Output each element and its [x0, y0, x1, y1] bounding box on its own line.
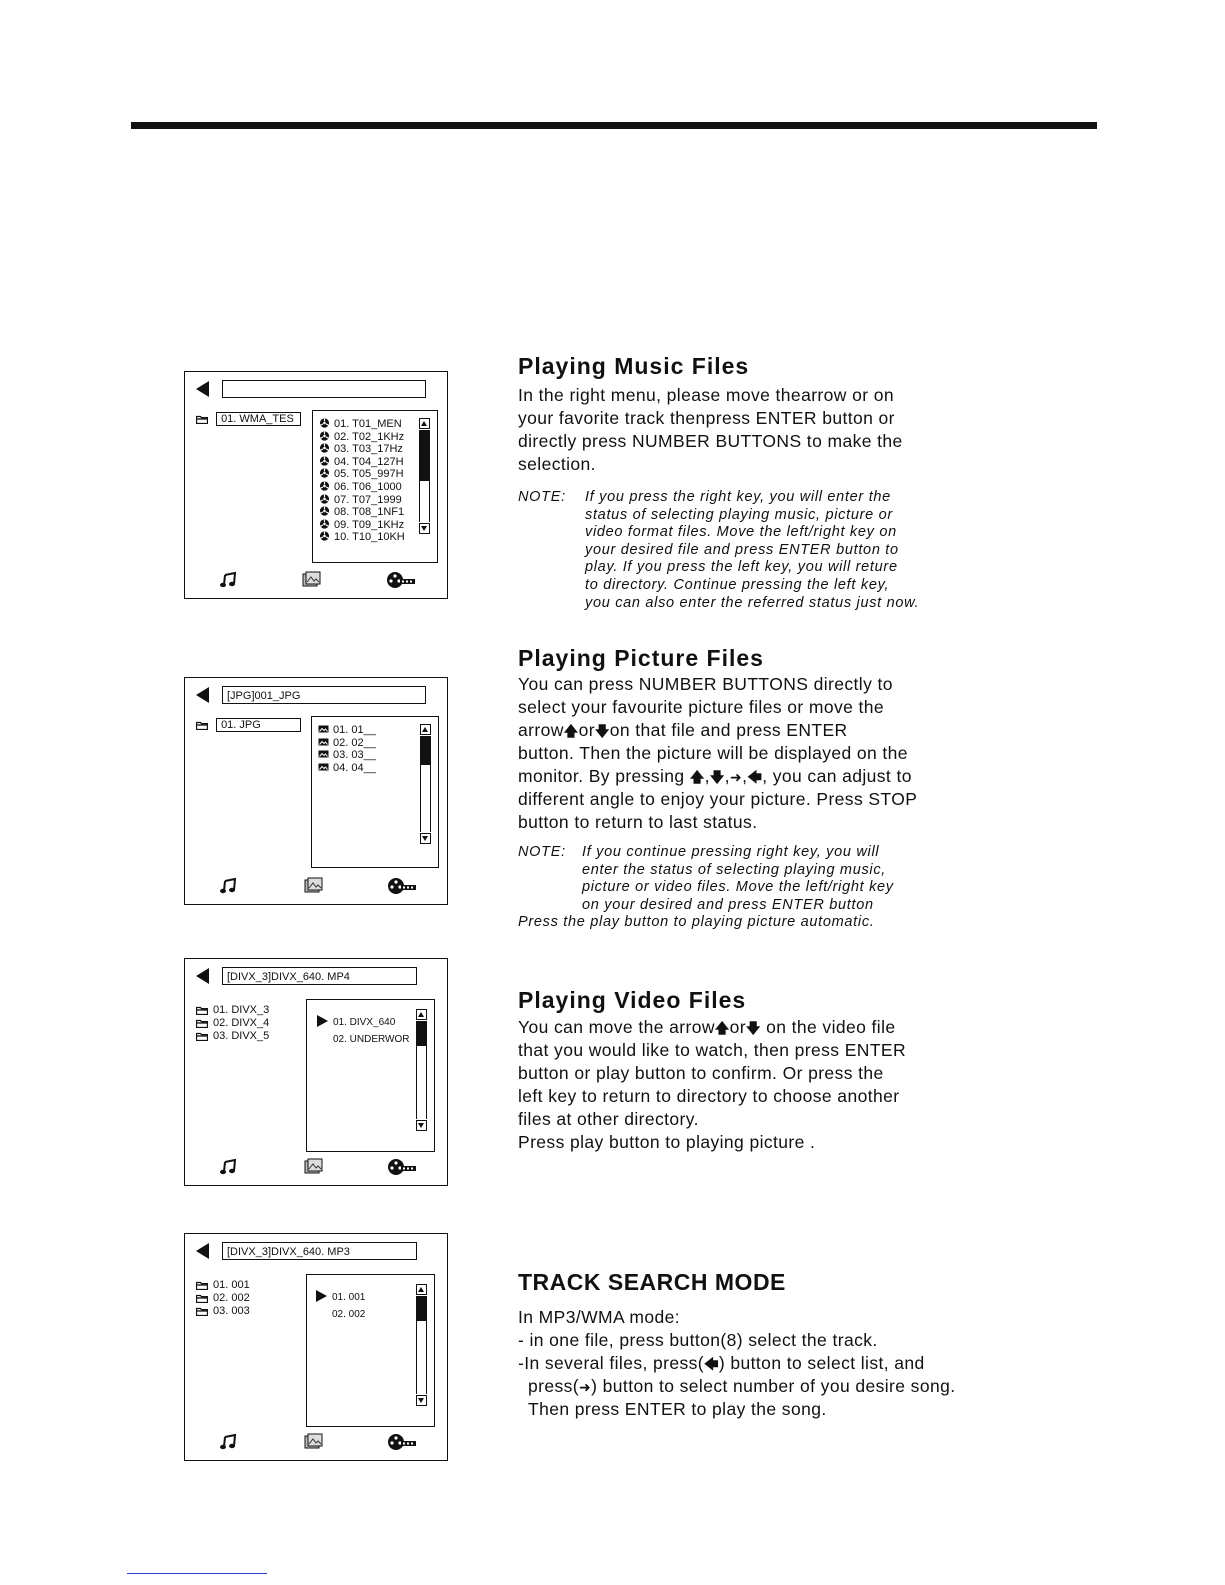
body-line: button or play button to confirm. Or press the	[518, 1063, 884, 1083]
folder-row[interactable]	[196, 412, 301, 426]
scroll-thumb[interactable]	[420, 430, 429, 481]
body-line	[518, 719, 917, 742]
body-line: - in one file, press button(8) select the track.	[518, 1330, 878, 1350]
note-label: NOTE:	[518, 844, 566, 860]
body-line: directly press NUMBER BUTTONS to make the	[518, 431, 903, 451]
photo-icon[interactable]	[301, 571, 321, 594]
audio-file-icon	[319, 506, 330, 516]
text-span: ) button to select list, and	[718, 1353, 925, 1373]
text-span: on the video file	[760, 1017, 896, 1037]
folder-name: 01. JPG	[216, 718, 301, 732]
back-arrow-icon[interactable]	[196, 968, 209, 984]
file-list-item[interactable]	[319, 456, 405, 469]
file-name: 04. T04_127H	[334, 455, 404, 468]
file-name: 10. T10_10KH	[334, 531, 405, 544]
audio-file-icon	[319, 443, 330, 453]
right-arrow-icon: ➜	[729, 769, 743, 785]
file-list-item[interactable]	[319, 468, 405, 481]
file-list	[319, 418, 405, 544]
media-type-bar	[185, 1433, 447, 1453]
photo-icon[interactable]	[303, 877, 323, 900]
image-file-icon	[318, 749, 329, 759]
video-screen-mockup	[184, 958, 448, 1186]
body-line: your favorite track thenpress ENTER button or	[518, 408, 895, 428]
text-span: You can move the arrow	[518, 1017, 715, 1037]
photo-icon[interactable]	[303, 1158, 323, 1181]
file-name: 07. T07_1999	[334, 493, 402, 506]
music-screen-mockup	[184, 371, 448, 599]
play-cursor-icon	[317, 1015, 328, 1027]
file-list-panel	[312, 410, 438, 563]
file-name: 01. 01__	[333, 724, 376, 736]
path-field: [JPG]001_JPG	[222, 686, 426, 704]
path-field	[222, 380, 426, 398]
music-note-icon[interactable]	[219, 571, 239, 594]
section-heading-picture: Playing Picture Files	[518, 645, 764, 671]
picture-body	[518, 673, 917, 834]
note-line: video format files. Move the left/right key on	[585, 524, 897, 541]
file-list-item[interactable]	[333, 1031, 410, 1048]
text-span: -In several files, press(	[518, 1353, 705, 1373]
text-span: or	[729, 1017, 747, 1037]
folder-row[interactable]	[196, 1305, 250, 1318]
track-search-body	[518, 1306, 955, 1421]
right-arrow-icon: ➜	[579, 1379, 592, 1395]
file-list-item[interactable]	[319, 431, 405, 444]
down-arrow-icon: 🡇	[709, 769, 725, 785]
body-line: You can press NUMBER BUTTONS directly to	[518, 674, 893, 694]
path-field: [DIVX_3]DIVX_640. MP3	[222, 1242, 417, 1260]
film-reel-icon[interactable]	[387, 1433, 417, 1456]
music-note-icon[interactable]	[219, 1433, 239, 1456]
body-line: select your favourite picture files or move the	[518, 697, 885, 717]
file-list	[332, 1289, 365, 1323]
body-line: button. Then the picture will be displayed on the	[518, 743, 908, 763]
media-type-bar	[185, 877, 447, 897]
folder-row[interactable]	[196, 718, 301, 732]
music-body	[518, 384, 903, 476]
folder-row[interactable]	[196, 1017, 269, 1030]
scrollbar[interactable]	[416, 1009, 426, 1131]
folder-name: 03. 003	[213, 1305, 250, 1317]
section-heading-music: Playing Music Files	[518, 353, 750, 379]
down-arrow-icon: 🡇	[746, 1020, 761, 1036]
file-list-item[interactable]	[319, 506, 405, 519]
folder-icon	[196, 1307, 208, 1316]
play-cursor-icon	[316, 1290, 327, 1302]
back-arrow-icon[interactable]	[196, 1243, 209, 1259]
note-line: Press the play button to playing picture automatic.	[518, 914, 875, 931]
section-heading-video: Playing Video Files	[518, 987, 747, 1013]
scroll-thumb[interactable]	[417, 1021, 426, 1046]
scrollbar[interactable]	[420, 724, 430, 844]
body-line	[518, 1352, 955, 1375]
body-line: Then press ENTER to play the song.	[528, 1399, 827, 1419]
scroll-track[interactable]	[416, 1021, 427, 1119]
scroll-down-icon[interactable]	[416, 1395, 427, 1406]
music-note-icon[interactable]	[219, 877, 239, 900]
left-arrow-icon: 🡄	[747, 769, 763, 785]
audio-file-icon	[319, 431, 330, 441]
folder-row[interactable]	[196, 1292, 250, 1305]
scroll-down-icon[interactable]	[416, 1120, 427, 1131]
file-list-panel	[306, 1274, 435, 1427]
file-name: 03. T03_17Hz	[334, 443, 403, 456]
folder-name: 03. DIVX_5	[213, 1030, 270, 1042]
file-list-item[interactable]	[319, 443, 405, 456]
body-line: button to return to last status.	[518, 812, 758, 832]
audio-file-icon	[319, 531, 330, 541]
body-line	[518, 1016, 906, 1039]
folder-name: 02. DIVX_4	[213, 1017, 270, 1029]
file-name: 03. 03__	[333, 749, 376, 762]
audio-file-icon	[319, 456, 330, 466]
file-name: 09. T09_1KHz	[334, 518, 405, 531]
scroll-up-icon[interactable]	[420, 724, 431, 735]
footer-link-underline	[127, 1573, 267, 1574]
note-line: If you press the right key, you will enter the	[585, 489, 891, 505]
back-arrow-icon[interactable]	[196, 381, 209, 397]
text-span: press(	[528, 1376, 580, 1396]
folder-name: 01. DIVX_3	[213, 1004, 270, 1016]
text-span: ) button to select number of you desire song.	[591, 1376, 956, 1396]
folder-icon	[196, 1281, 208, 1290]
body-line	[518, 1375, 955, 1398]
up-arrow-icon: 🡅	[689, 769, 705, 785]
body-line: different angle to enjoy your picture. Press STOP	[518, 789, 918, 809]
file-list-item[interactable]	[332, 1306, 365, 1323]
note-line: status of selecting playing music, picture or	[585, 506, 893, 523]
file-list-item[interactable]	[332, 1289, 365, 1306]
up-arrow-icon: 🡅	[714, 1020, 730, 1036]
text-span: monitor. By pressing	[518, 766, 685, 786]
file-name: 02. 002	[332, 1309, 366, 1320]
file-list-item[interactable]	[318, 762, 376, 775]
media-type-bar	[185, 571, 447, 591]
folder-name: 01. 001	[213, 1279, 250, 1291]
file-list-item[interactable]	[319, 519, 405, 532]
file-list-item[interactable]	[319, 531, 405, 544]
file-list-item[interactable]	[318, 749, 376, 762]
folder-icon	[196, 1006, 208, 1015]
scrollbar[interactable]	[419, 418, 429, 534]
file-list	[333, 1014, 410, 1048]
note-line: picture or video files. Move the left/right key	[582, 879, 894, 896]
note-label: NOTE:	[518, 489, 566, 505]
file-list	[318, 724, 376, 774]
film-reel-icon[interactable]	[387, 1158, 417, 1181]
file-name: 02. 02__	[333, 736, 376, 749]
body-line: files at other directory.	[518, 1109, 699, 1129]
back-arrow-icon[interactable]	[196, 687, 209, 703]
file-name: 02. T02_1KHz	[334, 430, 405, 443]
file-name: 02. UNDERWOR	[333, 1034, 410, 1045]
film-reel-icon[interactable]	[386, 571, 416, 594]
text-span: on that file and press ENTER	[609, 720, 848, 740]
left-arrow-icon: 🡄	[704, 1356, 719, 1372]
media-type-bar	[185, 1158, 447, 1178]
header-rule	[131, 122, 1097, 129]
text-span: or	[578, 720, 595, 740]
picture-screen-mockup	[184, 677, 448, 905]
note-line: you can also enter the referred status just now.	[585, 594, 920, 611]
body-line: left key to return to directory to choose another	[518, 1086, 900, 1106]
folder-name: 01. WMA_TES	[216, 412, 301, 426]
note-line: play. If you press the left key, you will reture	[585, 559, 898, 576]
file-name: 06. T06_1000	[334, 480, 402, 493]
folder-row[interactable]	[196, 1030, 269, 1043]
scroll-down-icon[interactable]	[419, 523, 430, 534]
scroll-thumb[interactable]	[417, 1296, 426, 1321]
scroll-up-icon[interactable]	[419, 418, 430, 429]
scroll-up-icon[interactable]	[416, 1284, 427, 1295]
folder-icon	[196, 721, 208, 730]
note-line: enter the status of selecting playing music,	[582, 861, 887, 878]
file-list-item[interactable]	[318, 737, 376, 750]
film-reel-icon[interactable]	[387, 877, 417, 900]
body-line: that you would like to watch, then press ENTER	[518, 1040, 907, 1060]
image-file-icon	[318, 724, 329, 734]
scroll-track[interactable]	[419, 430, 430, 522]
audio-file-icon	[319, 468, 330, 478]
scrollbar[interactable]	[416, 1284, 426, 1406]
text-span: , you can adjust to	[762, 766, 912, 786]
scroll-thumb[interactable]	[421, 736, 430, 765]
up-arrow-icon: 🡅	[563, 723, 579, 739]
scroll-up-icon[interactable]	[416, 1009, 427, 1020]
audio-file-icon	[319, 519, 330, 529]
file-list-item[interactable]	[319, 494, 405, 507]
music-note-icon[interactable]	[219, 1158, 239, 1181]
file-list-item[interactable]	[333, 1014, 410, 1031]
scroll-track[interactable]	[420, 736, 431, 832]
scroll-track[interactable]	[416, 1296, 427, 1394]
audio-file-icon	[319, 494, 330, 504]
file-list-item[interactable]	[318, 724, 376, 737]
path-field: [DIVX_3]DIVX_640. MP4	[222, 967, 417, 985]
note-line: your desired file and press ENTER button to	[585, 541, 899, 558]
video-body	[518, 1016, 906, 1154]
section-heading-track-search: TRACK SEARCH MODE	[518, 1269, 786, 1295]
note-line: If you continue pressing right key, you will	[582, 844, 880, 860]
file-name: 01. T01_MEN	[334, 418, 402, 430]
folder-name: 02. 002	[213, 1292, 250, 1304]
folder-icon	[196, 1019, 208, 1028]
picture-note	[518, 844, 894, 932]
file-name: 01. DIVX_640	[333, 1017, 396, 1028]
file-name: 08. T08_1NF1	[334, 506, 405, 519]
photo-icon[interactable]	[303, 1433, 323, 1456]
folder-icon	[196, 415, 208, 424]
file-list-panel	[311, 716, 439, 868]
note-line: on your desired and press ENTER button	[582, 896, 874, 913]
file-name: 05. T05_997H	[334, 468, 404, 481]
body-line: monitor. By pressing 🡅,🡇,➜,🡄, you can adjust to	[518, 765, 917, 788]
image-file-icon	[318, 762, 329, 772]
music-note	[518, 489, 919, 612]
scroll-down-icon[interactable]	[420, 833, 431, 844]
body-line: In MP3/WMA mode:	[518, 1307, 681, 1327]
folder-icon	[196, 1294, 208, 1303]
folder-row[interactable]	[196, 1004, 269, 1017]
folder-icon	[196, 1032, 208, 1041]
file-name: 04. 04__	[333, 761, 376, 774]
file-list-item[interactable]	[319, 481, 405, 494]
file-list-item[interactable]	[319, 418, 405, 431]
body-line: selection.	[518, 454, 596, 474]
file-list-panel	[306, 999, 435, 1152]
text-span: arrow	[518, 720, 564, 740]
body-line: Press play button to playing picture .	[518, 1132, 816, 1152]
audio-file-icon	[319, 418, 330, 428]
folder-row[interactable]	[196, 1279, 250, 1292]
track-search-screen-mockup	[184, 1233, 448, 1461]
file-name: 01. 001	[332, 1292, 366, 1303]
audio-file-icon	[319, 481, 330, 491]
note-line: to directory. Continue pressing the left key,	[585, 576, 890, 593]
image-file-icon	[318, 737, 329, 747]
body-line: In the right menu, please move thearrow or on	[518, 385, 894, 405]
down-arrow-icon: 🡇	[594, 723, 610, 739]
